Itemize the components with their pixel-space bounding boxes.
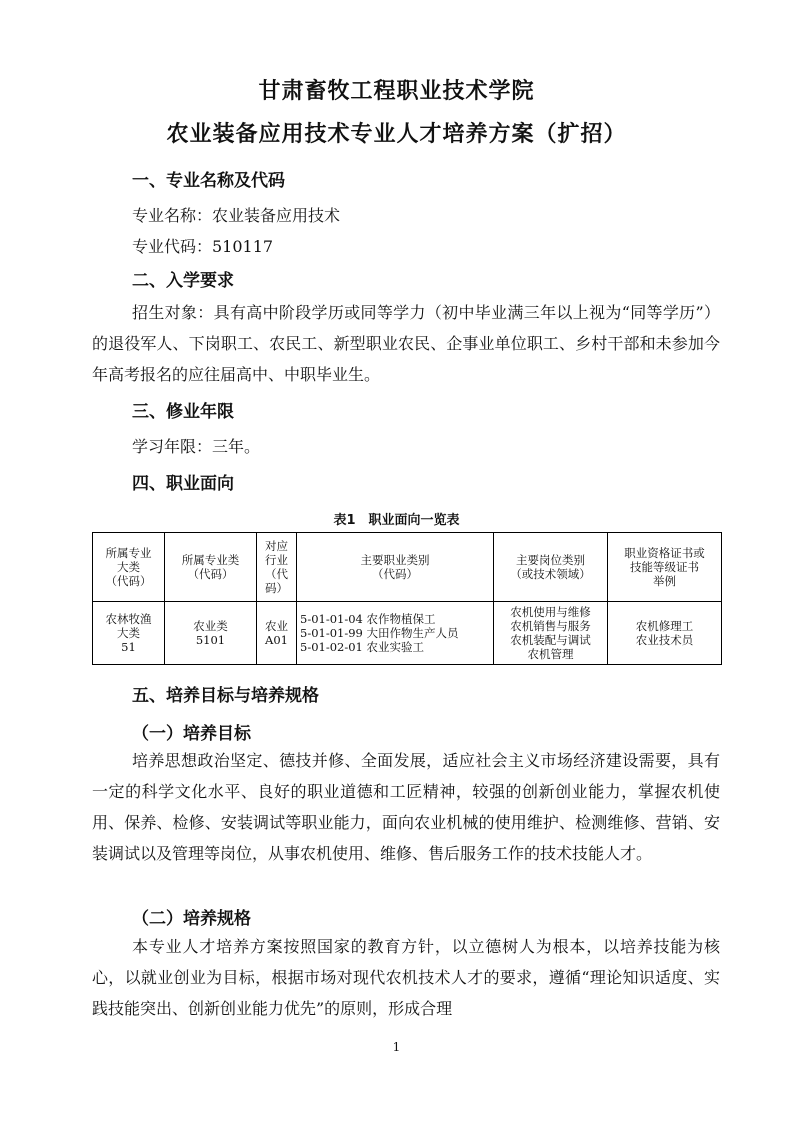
section-3-heading: 三、修业年限 xyxy=(132,402,234,422)
training-specs-text: 本专业人才培养方案按照国家的教育方针，以立德树人为根本，以培养技能为核心，以就业创业为目标，根据市场对现代农机技术人才的要求，遵循“理论知识适度、实践技能突出、创新创业能力优先”的原则，形成合理 xyxy=(92,937,720,1018)
section-1-heading: 一、专业名称及代码 xyxy=(132,171,285,191)
header-position-type: 主要岗位类别 （或技术领域） xyxy=(494,533,608,602)
table-header-row xyxy=(93,533,722,602)
section-4-heading: 四、职业面向 xyxy=(132,474,234,494)
table-row xyxy=(93,602,722,665)
header-major-class: 所属专业类 （代码） xyxy=(165,533,257,602)
cell-occupation-types: 5-01-01-04 农作物植保工 5-01-01-99 大田作物生产人员 5-01-02-01 农业实验工 xyxy=(297,602,494,665)
major-code-line: 专业代码：510117 xyxy=(132,237,274,256)
admission-requirements-text: 招生对象：具有高中阶段学历或同等学力（初中毕业满三年以上视为“同等学历”）的退役军人、下岗职工、农民工、新型职业农民、企事业单位职工、乡村干部和未参加今年高考报名的应往届高中、中职毕业生。 xyxy=(92,303,720,384)
header-industry: 对应 行业 （代 码） xyxy=(257,533,297,602)
training-goals-text: 培养思想政治坚定、德技并修、全面发展，适应社会主义市场经济建设需要，具有一定的科学文化水平、良好的职业道德和工匠精神，较强的创新创业能力，掌握农机使用、保养、检修、安装调试等职业能力，面向农业机械的使用维护、检测维修、营销、安装调试以及管理等岗位，从事农机使用、维修、售后服务工作的技术技能人才。 xyxy=(92,751,720,863)
occupation-table xyxy=(92,532,722,665)
section-5-heading: 五、培养目标与培养规格 xyxy=(132,686,319,706)
subsection-goals-heading: （一）培养目标 xyxy=(132,724,251,744)
cell-major-category: 农林牧渔 大类 51 xyxy=(93,602,165,665)
major-name-line: 专业名称：农业装备应用技术 xyxy=(132,206,341,225)
subsection-specs-heading: （二）培养规格 xyxy=(132,909,251,929)
study-duration-text: 学习年限：三年。 xyxy=(132,437,261,456)
table-caption: 表1 职业面向一览表 xyxy=(333,513,460,528)
header-certificates: 职业资格证书或 技能等级证书 举例 xyxy=(608,533,722,602)
cell-industry: 农业 A01 xyxy=(257,602,297,665)
header-occupation-type: 主要职业类别 （代码） xyxy=(297,533,494,602)
section-2-heading: 二、入学要求 xyxy=(132,271,234,291)
college-name: 甘肃畜牧工程职业技术学院 xyxy=(258,79,535,104)
cell-position-types: 农机使用与维修 农机销售与服务 农机装配与调试 农机管理 xyxy=(494,602,608,665)
page-number: 1 xyxy=(392,1040,401,1054)
cell-certificates: 农机修理工 农业技术员 xyxy=(608,602,722,665)
header-major-category: 所属专业 大类 （代码） xyxy=(93,533,165,602)
program-title: 农业装备应用技术专业人才培养方案（扩招） xyxy=(166,122,627,147)
cell-major-class: 农业类 5101 xyxy=(165,602,257,665)
